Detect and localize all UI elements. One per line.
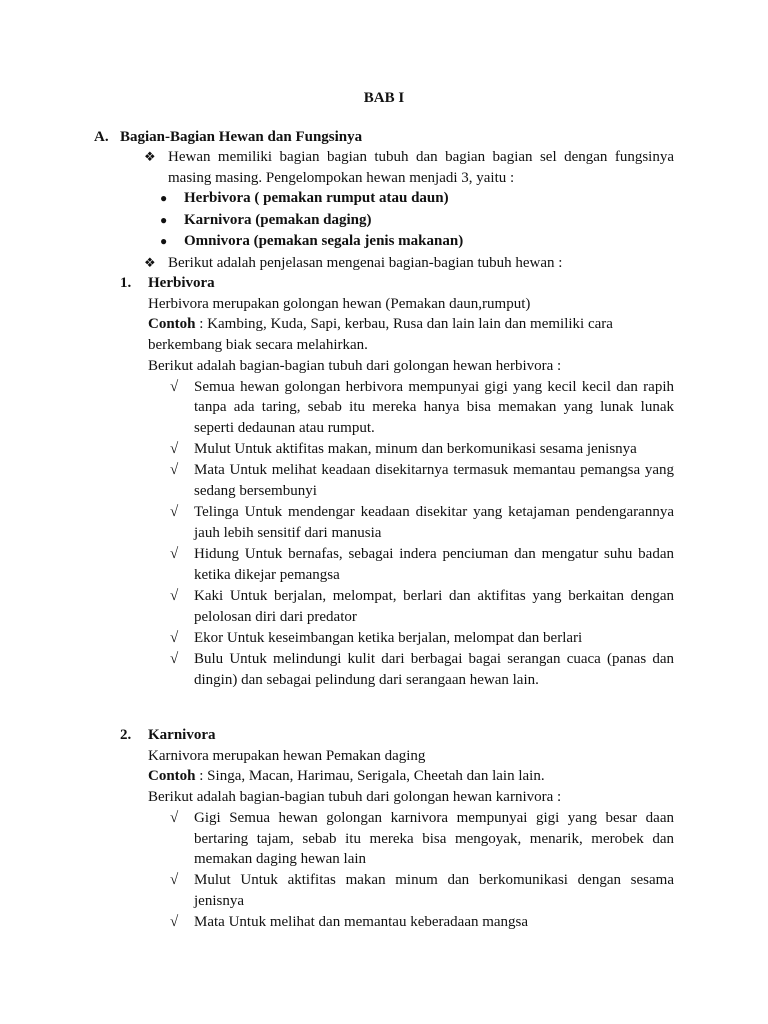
karnivora-title: Karnivora — [148, 727, 216, 743]
herbivora-parts-intro: Berikut adalah bagian-bagian tubuh dari golongan hewan herbivora : — [148, 357, 562, 374]
herbivora-parts-list — [170, 377, 674, 691]
list-item-text: Gigi Semua hewan golongan karnivora mempunyai gigi yang besar daan bertaring tajam, sebab itu mereka bisa mengoyak, menarik, merobek dan memakan daging hewan lain — [194, 809, 674, 868]
list-item — [170, 912, 674, 933]
section-a-title: Bagian-Bagian Hewan dan Fungsinya — [120, 129, 363, 145]
karnivora-number: 2. — [120, 727, 132, 743]
list-item — [170, 808, 674, 870]
list-item-text: Mata Untuk melihat keadaan disekitarnya termasuk memantau pemangsa yang sedang bersembunyi — [194, 462, 674, 500]
herbivora-heading — [120, 273, 680, 294]
list-item-text: Kaki Untuk berjalan, melompat, berlari dan aktifitas yang berkaitan dengan pelolosan diri dari predator — [194, 588, 674, 625]
example-text: : Singa, Macan, Harimau, Serigala, Cheetah dan lain lain. — [195, 768, 545, 785]
herbivora-number: 1. — [120, 275, 132, 291]
list-item — [170, 460, 674, 501]
karnivora-section — [120, 725, 680, 934]
list-item — [170, 544, 674, 585]
herbivora-section — [120, 273, 680, 691]
check-icon: √ — [170, 504, 179, 521]
karnivora-heading — [120, 725, 680, 746]
intro-text: Hewan memiliki bagian bagian tubuh dan bagian bagian sel dengan fungsinya masing masing. Pengelompokan hewan menjadi 3, yaitu : — [168, 149, 674, 186]
check-icon: √ — [170, 441, 179, 458]
list-item-text: Ekor Untuk keseimbangan ketika berjalan, melompat dan berlari — [194, 629, 583, 646]
group-list — [160, 188, 463, 253]
list-item-text: Mata Untuk melihat dan memantau keberadaan mangsa — [194, 914, 529, 931]
list-item — [170, 439, 674, 460]
herbivora-example — [148, 314, 680, 355]
list-item — [170, 628, 674, 649]
section-a-number: A. — [94, 129, 109, 145]
group-label: Herbivora ( pemakan rumput atau daun) — [184, 190, 449, 206]
list-item-text: Semua hewan golongan herbivora mempunyai gigi yang kecil kecil dan rapih tanpa ada taring, sebab itu mereka hanya bisa memakan yang lunak lunak seperti dedaunan atau rumput. — [194, 378, 674, 436]
check-icon: √ — [170, 378, 179, 395]
next-intro-text: Berikut adalah penjelasan mengenai bagian-bagian tubuh hewan : — [168, 255, 563, 271]
bullet-icon: ● — [160, 234, 168, 248]
karnivora-example — [148, 766, 680, 787]
list-item-text: Bulu Untuk melindungi kulit dari berbagai bagai serangan cuaca (panas dan dingin) dan sebagai pelindung dari serangaan hewan lain. — [194, 651, 674, 688]
herbivora-title: Herbivora — [148, 275, 215, 291]
list-item — [170, 377, 674, 439]
check-icon: √ — [170, 809, 179, 826]
example-label: Contoh — [148, 768, 196, 785]
group-item — [160, 188, 463, 210]
chapter-title: BAB I — [363, 90, 405, 106]
karnivora-parts-list — [170, 808, 674, 933]
list-item — [170, 649, 674, 690]
list-item-text: Hidung Untuk bernafas, sebagai indera penciuman dan mengatur suhu badan ketika dikejar pemangsa — [194, 546, 674, 583]
check-icon: √ — [170, 872, 179, 889]
check-icon: √ — [170, 914, 179, 931]
check-icon: √ — [170, 462, 179, 479]
bullet-icon: ● — [160, 191, 168, 205]
list-item-text: Telinga Untuk mendengar keadaan disekitar yang ketajaman pendengarannya jauh lebih sensitif dari manusia — [194, 504, 674, 541]
section-a-heading — [94, 127, 362, 148]
group-item — [160, 210, 463, 232]
check-icon: √ — [170, 629, 179, 646]
list-item — [170, 586, 674, 627]
group-item — [160, 231, 463, 253]
example-text: : Kambing, Kuda, Sapi, kerbau, Rusa dan lain lain dan memiliki cara berkembang biak secara melahirkan. — [148, 316, 613, 354]
karnivora-desc: Karnivora merupakan hewan Pemakan daging — [148, 747, 426, 764]
bullet-icon: ● — [160, 212, 168, 227]
intro-paragraph — [144, 147, 674, 188]
group-label: Karnivora (pemakan daging) — [184, 211, 372, 228]
list-item-text: Mulut Untuk aktifitas makan, minum dan berkomunikasi sesama jenisnya — [194, 441, 637, 458]
list-item — [170, 870, 674, 911]
example-label: Contoh — [148, 316, 196, 333]
list-item-text: Mulut Untuk aktifitas makan minum dan berkomunikasi dengan sesama jenisnya — [194, 872, 674, 910]
next-intro-paragraph — [144, 253, 674, 274]
karnivora-parts-intro: Berikut adalah bagian-bagian tubuh dari golongan hewan karnivora : — [148, 789, 562, 806]
check-icon: √ — [170, 546, 179, 563]
diamond-bullet-icon: ❖ — [144, 255, 156, 270]
list-item — [170, 502, 674, 543]
check-icon: √ — [170, 651, 179, 668]
check-icon: √ — [170, 588, 179, 605]
group-label: Omnivora (pemakan segala jenis makanan) — [184, 233, 464, 249]
diamond-bullet-icon: ❖ — [144, 149, 156, 164]
herbivora-desc: Herbivora merupakan golongan hewan (Pemakan daun,rumput) — [148, 295, 531, 312]
